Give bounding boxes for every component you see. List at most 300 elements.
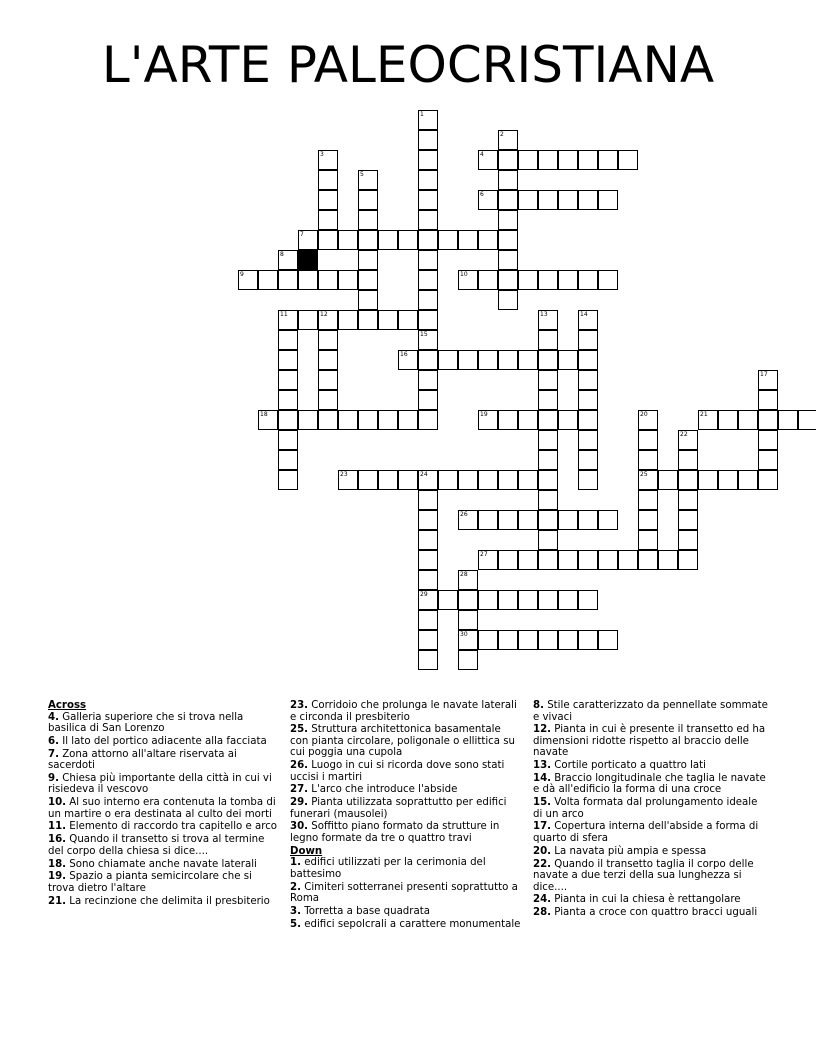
clue-number-label: 26. [290, 760, 309, 772]
clue-number: 3 [320, 151, 324, 158]
grid-cell[interactable] [418, 550, 438, 570]
grid-cell[interactable] [538, 370, 558, 390]
grid-cell[interactable] [538, 510, 558, 530]
grid-cell[interactable] [418, 510, 438, 530]
clue-item [290, 797, 522, 820]
grid-cell[interactable] [678, 430, 698, 450]
grid-cell[interactable] [678, 510, 698, 530]
grid-cell[interactable] [518, 410, 538, 430]
grid-cell[interactable] [578, 270, 598, 290]
grid-cell[interactable] [478, 510, 498, 530]
grid-cell[interactable] [278, 330, 298, 350]
grid-cell[interactable] [718, 410, 738, 430]
grid-cell[interactable] [698, 410, 718, 430]
grid-cell[interactable] [418, 210, 438, 230]
grid-cell[interactable] [438, 350, 458, 370]
clue-item [533, 821, 769, 844]
grid-cell[interactable] [318, 230, 338, 250]
grid-cell[interactable] [758, 470, 778, 490]
grid-cell[interactable] [418, 290, 438, 310]
grid-cell[interactable] [658, 470, 678, 490]
grid-cell[interactable] [418, 190, 438, 210]
grid-cell[interactable] [578, 350, 598, 370]
grid-cell[interactable] [358, 270, 378, 290]
grid-cell[interactable] [498, 590, 518, 610]
clue-number-label: 27. [290, 784, 309, 796]
grid-cell[interactable] [578, 190, 598, 210]
clue-item [48, 821, 280, 833]
grid-cell[interactable] [258, 270, 278, 290]
clue-text: Il lato del portico adiacente alla facciata [58, 735, 267, 747]
grid-cell[interactable] [538, 490, 558, 510]
grid-cell[interactable] [558, 410, 578, 430]
clue-text: Torretta a base quadrata [300, 905, 430, 917]
grid-cell[interactable] [538, 330, 558, 350]
grid-cell[interactable] [538, 150, 558, 170]
grid-cell[interactable] [338, 230, 358, 250]
grid-cell[interactable] [598, 550, 618, 570]
grid-cell[interactable] [558, 350, 578, 370]
grid-cell[interactable] [598, 270, 618, 290]
grid-cell[interactable] [538, 410, 558, 430]
grid-cell[interactable] [638, 510, 658, 530]
clue-number-label: 5. [290, 918, 301, 930]
grid-cell[interactable] [478, 230, 498, 250]
grid-cell[interactable] [578, 590, 598, 610]
grid-cell[interactable] [678, 450, 698, 470]
grid-cell[interactable] [538, 270, 558, 290]
clue-item [48, 712, 280, 735]
clue-text: La navata più ampia e spessa [551, 845, 707, 857]
clue-number: 16 [400, 351, 408, 358]
grid-cell[interactable] [578, 630, 598, 650]
clue-text: Al suo interno era contenuta la tomba di un martire o era destinata al culto dei morti [48, 797, 276, 820]
grid-cell[interactable] [498, 410, 518, 430]
grid-cell[interactable] [318, 270, 338, 290]
grid-cell[interactable] [298, 230, 318, 250]
clue-number-label: 23. [290, 700, 309, 711]
grid-cell[interactable] [658, 550, 678, 570]
grid-cell[interactable] [498, 170, 518, 190]
grid-cell[interactable] [418, 590, 438, 610]
grid-cell[interactable] [758, 370, 778, 390]
grid-cell[interactable] [638, 530, 658, 550]
clue-number-label: 12. [533, 724, 552, 736]
grid-cell[interactable] [418, 150, 438, 170]
grid-cell[interactable] [538, 390, 558, 410]
grid-cell[interactable] [418, 610, 438, 630]
grid-cell[interactable] [558, 550, 578, 570]
grid-cell[interactable] [538, 310, 558, 330]
grid-cell[interactable] [498, 210, 518, 230]
grid-cell[interactable] [518, 510, 538, 530]
grid-cell[interactable] [458, 570, 478, 590]
grid-cell[interactable] [458, 230, 478, 250]
grid-cell[interactable] [458, 350, 478, 370]
grid-cell[interactable] [638, 550, 658, 570]
grid-cell[interactable] [358, 410, 378, 430]
grid-cell[interactable] [578, 390, 598, 410]
grid-cell[interactable] [758, 430, 778, 450]
clue-number: 29 [420, 591, 428, 598]
grid-cell[interactable] [438, 230, 458, 250]
grid-cell[interactable] [478, 150, 498, 170]
clue-number: 12 [320, 311, 328, 318]
grid-cell[interactable] [278, 250, 298, 270]
clue-text: Quando il transetto si trova al termine del corpo della chiesa si dice.... [48, 834, 265, 857]
grid-cell[interactable] [798, 410, 816, 430]
clue-item [533, 894, 769, 906]
clue-number-label: 30. [290, 821, 309, 833]
clue-number-label: 6. [48, 735, 59, 747]
grid-cell[interactable] [578, 510, 598, 530]
clue-item [533, 760, 769, 772]
grid-cell[interactable] [278, 450, 298, 470]
grid-cell[interactable] [378, 470, 398, 490]
clue-item [48, 749, 280, 772]
clue-text: Soffitto piano formato da strutture in legno formate da tre o quattro travi [290, 821, 500, 844]
grid-cell[interactable] [538, 350, 558, 370]
grid-cell[interactable] [418, 630, 438, 650]
grid-cell[interactable] [678, 550, 698, 570]
grid-cell[interactable] [678, 530, 698, 550]
grid-cell[interactable] [318, 310, 338, 330]
grid-cell[interactable] [378, 230, 398, 250]
grid-cell[interactable] [418, 110, 438, 130]
grid-cell[interactable] [758, 450, 778, 470]
grid-cell[interactable] [578, 310, 598, 330]
grid-cell[interactable] [518, 150, 538, 170]
grid-cell[interactable] [538, 470, 558, 490]
grid-cell[interactable] [498, 270, 518, 290]
grid-cell[interactable] [458, 270, 478, 290]
page-title: L'ARTE PALEOCRISTIANA [101, 36, 715, 94]
grid-cell[interactable] [518, 590, 538, 610]
grid-cell[interactable] [458, 470, 478, 490]
grid-cell[interactable] [418, 250, 438, 270]
grid-cell[interactable] [318, 370, 338, 390]
clue-item [533, 846, 769, 858]
grid-cell[interactable] [338, 410, 358, 430]
clue-text: edifici sepolcrali a carattere monumentale [300, 918, 521, 930]
clue-number: 4 [480, 151, 484, 158]
grid-cell[interactable] [278, 470, 298, 490]
grid-cell[interactable] [318, 410, 338, 430]
grid-cell[interactable] [598, 510, 618, 530]
clue-item [48, 773, 280, 796]
grid-cell[interactable] [358, 250, 378, 270]
grid-cell[interactable] [538, 190, 558, 210]
grid-cell[interactable] [758, 390, 778, 410]
grid-cell[interactable] [278, 410, 298, 430]
grid-cell[interactable] [378, 310, 398, 330]
grid-cell[interactable] [578, 330, 598, 350]
grid-cell[interactable] [258, 410, 278, 430]
clue-text: Pianta utilizzata soprattutto per edifici funerari (mausolei) [290, 797, 507, 820]
grid-cell[interactable] [478, 270, 498, 290]
grid-cell[interactable] [538, 550, 558, 570]
clue-number-label: 1. [290, 857, 301, 869]
grid-cell[interactable] [338, 270, 358, 290]
clue-number-label: 22. [533, 858, 552, 870]
clue-text: Corridoio che prolunga le navate laterali e circonda il presbiterio [290, 700, 517, 723]
grid-cell[interactable] [478, 350, 498, 370]
grid-cell[interactable] [578, 410, 598, 430]
grid-cell[interactable] [278, 370, 298, 390]
clue-number: 17 [760, 371, 768, 378]
grid-cell[interactable] [358, 470, 378, 490]
grid-cell[interactable] [618, 150, 638, 170]
grid-cell[interactable] [498, 630, 518, 650]
clue-number-label: 8. [533, 700, 544, 711]
black-cell [298, 250, 318, 270]
clue-number: 5 [360, 171, 364, 178]
grid-cell[interactable] [518, 350, 538, 370]
clue-number: 8 [280, 251, 284, 258]
grid-cell[interactable] [558, 150, 578, 170]
grid-cell[interactable] [338, 470, 358, 490]
clue-number: 9 [240, 271, 244, 278]
clue-number: 2 [500, 131, 504, 138]
clue-number-label: 10. [48, 797, 67, 809]
grid-cell[interactable] [418, 650, 438, 670]
clue-item [290, 760, 522, 783]
grid-cell[interactable] [538, 630, 558, 650]
clue-number: 14 [580, 311, 588, 318]
grid-cell[interactable] [558, 190, 578, 210]
clue-text: La recinzione che delimita il presbiterio [66, 895, 270, 907]
grid-cell[interactable] [418, 530, 438, 550]
clue-text: Struttura architettonica basamentale con pianta circolare, poligonale o ellittica su cui poggia una cupola [290, 724, 516, 759]
grid-cell[interactable] [418, 170, 438, 190]
grid-cell[interactable] [578, 470, 598, 490]
grid-cell[interactable] [418, 390, 438, 410]
grid-cell[interactable] [738, 410, 758, 430]
clue-number-label: 24. [533, 894, 552, 906]
clue-number-label: 9. [48, 772, 59, 784]
grid-cell[interactable] [578, 450, 598, 470]
grid-cell[interactable] [518, 190, 538, 210]
clue-item [533, 797, 769, 820]
grid-cell[interactable] [278, 350, 298, 370]
grid-cell[interactable] [418, 230, 438, 250]
clue-item [48, 896, 280, 908]
grid-cell[interactable] [578, 150, 598, 170]
grid-cell[interactable] [438, 470, 458, 490]
grid-cell[interactable] [318, 210, 338, 230]
grid-cell[interactable] [498, 470, 518, 490]
clue-number-label: 20. [533, 845, 552, 857]
grid-cell[interactable] [638, 410, 658, 430]
clue-number: 15 [420, 331, 428, 338]
grid-cell[interactable] [238, 270, 258, 290]
grid-cell[interactable] [318, 330, 338, 350]
clue-item [533, 700, 769, 723]
clue-text: Cortile porticato a quattro lati [551, 760, 706, 772]
grid-cell[interactable] [518, 550, 538, 570]
clue-number: 30 [460, 631, 468, 638]
grid-cell[interactable] [318, 190, 338, 210]
grid-cell[interactable] [498, 250, 518, 270]
clue-number-label: 25. [290, 724, 309, 736]
grid-cell[interactable] [398, 310, 418, 330]
grid-cell[interactable] [418, 310, 438, 330]
grid-cell[interactable] [418, 570, 438, 590]
grid-cell[interactable] [318, 170, 338, 190]
clue-number-label: 15. [533, 797, 552, 809]
clue-item [533, 773, 769, 796]
grid-cell[interactable] [398, 410, 418, 430]
grid-cell[interactable] [378, 410, 398, 430]
clue-text: Galleria superiore che si trova nella basilica di San Lorenzo [48, 711, 244, 734]
grid-cell[interactable] [498, 350, 518, 370]
clue-item [290, 700, 522, 723]
clue-number-label: 29. [290, 797, 309, 809]
grid-cell[interactable] [438, 590, 458, 610]
grid-cell[interactable] [638, 430, 658, 450]
clue-item [533, 724, 769, 759]
grid-cell[interactable] [278, 270, 298, 290]
clue-number: 25 [640, 471, 648, 478]
grid-cell[interactable] [638, 470, 658, 490]
grid-cell[interactable] [458, 510, 478, 530]
grid-cell[interactable] [618, 550, 638, 570]
grid-cell[interactable] [538, 590, 558, 610]
clue-number-label: 3. [290, 905, 301, 917]
grid-cell[interactable] [418, 410, 438, 430]
grid-cell[interactable] [478, 470, 498, 490]
grid-cell[interactable] [558, 510, 578, 530]
grid-cell[interactable] [538, 430, 558, 450]
grid-cell[interactable] [278, 310, 298, 330]
grid-cell[interactable] [418, 330, 438, 350]
clue-text: Braccio longitudinale che taglia le navate e dà all'edificio la forma di una croce [533, 772, 766, 796]
clue-item [290, 724, 522, 759]
grid-cell[interactable] [298, 310, 318, 330]
grid-cell[interactable] [558, 270, 578, 290]
grid-cell[interactable] [718, 470, 738, 490]
clue-item [290, 857, 522, 880]
grid-cell[interactable] [418, 470, 438, 490]
clue-text: Luogo in cui si ricorda dove sono stati uccisi i martiri [290, 760, 505, 783]
clue-number: 28 [460, 571, 468, 578]
grid-cell[interactable] [418, 370, 438, 390]
clue-number-label: 17. [533, 821, 552, 833]
grid-cell[interactable] [558, 630, 578, 650]
grid-cell[interactable] [418, 490, 438, 510]
grid-cell[interactable] [358, 210, 378, 230]
grid-cell[interactable] [578, 370, 598, 390]
grid-cell[interactable] [518, 630, 538, 650]
grid-cell[interactable] [598, 190, 618, 210]
grid-cell[interactable] [478, 410, 498, 430]
grid-cell[interactable] [638, 450, 658, 470]
clue-number-label: 2. [290, 881, 301, 893]
across-heading: Across [48, 700, 87, 711]
clue-number: 19 [480, 411, 488, 418]
down-heading: Down [290, 845, 323, 857]
grid-cell[interactable] [538, 530, 558, 550]
grid-cell[interactable] [398, 230, 418, 250]
grid-cell[interactable] [318, 150, 338, 170]
grid-cell[interactable] [458, 630, 478, 650]
grid-cell[interactable] [578, 550, 598, 570]
clue-text: Copertura interna dell'abside a forma di quarto di sfera [533, 821, 759, 844]
clue-text: Pianta in cui è presente il transetto ed ha dimensioni ridotte rispetto al braccio delle navate [533, 724, 766, 759]
grid-cell[interactable] [518, 470, 538, 490]
grid-cell[interactable] [298, 270, 318, 290]
clue-item [290, 919, 522, 931]
clue-item [48, 859, 280, 871]
grid-cell[interactable] [698, 470, 718, 490]
grid-cell[interactable] [418, 130, 438, 150]
clue-number: 6 [480, 191, 484, 198]
clue-item [533, 859, 769, 894]
grid-cell[interactable] [318, 350, 338, 370]
grid-cell[interactable] [418, 270, 438, 290]
grid-cell[interactable] [358, 190, 378, 210]
grid-cell[interactable] [358, 290, 378, 310]
grid-cell[interactable] [498, 230, 518, 250]
grid-cell[interactable] [458, 610, 478, 630]
grid-cell[interactable] [498, 150, 518, 170]
grid-cell[interactable] [558, 590, 578, 610]
grid-cell[interactable] [358, 310, 378, 330]
grid-cell[interactable] [498, 130, 518, 150]
grid-cell[interactable] [358, 170, 378, 190]
grid-cell[interactable] [538, 450, 558, 470]
clue-text: Pianta in cui la chiesa è rettangolare [551, 894, 741, 906]
grid-cell[interactable] [738, 470, 758, 490]
clue-text: edifici utilizzati per la cerimonia del battesimo [290, 857, 486, 880]
grid-cell[interactable] [598, 150, 618, 170]
grid-cell[interactable] [498, 290, 518, 310]
clue-number: 10 [460, 271, 468, 278]
grid-cell[interactable] [278, 430, 298, 450]
grid-cell[interactable] [678, 490, 698, 510]
grid-cell[interactable] [778, 410, 798, 430]
grid-cell[interactable] [758, 410, 778, 430]
grid-cell[interactable] [458, 590, 478, 610]
grid-cell[interactable] [498, 510, 518, 530]
clue-text: Spazio a pianta semicircolare che si trova dietro l'altare [48, 871, 252, 894]
grid-cell[interactable] [678, 470, 698, 490]
grid-cell[interactable] [478, 590, 498, 610]
grid-cell[interactable] [278, 390, 298, 410]
grid-cell[interactable] [578, 430, 598, 450]
grid-cell[interactable] [598, 630, 618, 650]
grid-cell[interactable] [398, 350, 418, 370]
grid-cell[interactable] [318, 390, 338, 410]
grid-cell[interactable] [458, 650, 478, 670]
grid-cell[interactable] [638, 490, 658, 510]
grid-cell[interactable] [478, 550, 498, 570]
clue-number-label: 18. [48, 858, 67, 870]
grid-cell[interactable] [478, 190, 498, 210]
grid-cell[interactable] [418, 350, 438, 370]
grid-cell[interactable] [518, 270, 538, 290]
grid-cell[interactable] [498, 190, 518, 210]
grid-cell[interactable] [338, 310, 358, 330]
clue-text: Zona attorno all'altare riservata ai sacerdoti [48, 748, 237, 772]
grid-cell[interactable] [298, 410, 318, 430]
grid-cell[interactable] [398, 470, 418, 490]
clue-number-label: 7. [48, 748, 59, 760]
grid-cell[interactable] [358, 230, 378, 250]
grid-cell[interactable] [478, 630, 498, 650]
clue-number-label: 21. [48, 895, 67, 907]
grid-cell[interactable] [498, 550, 518, 570]
